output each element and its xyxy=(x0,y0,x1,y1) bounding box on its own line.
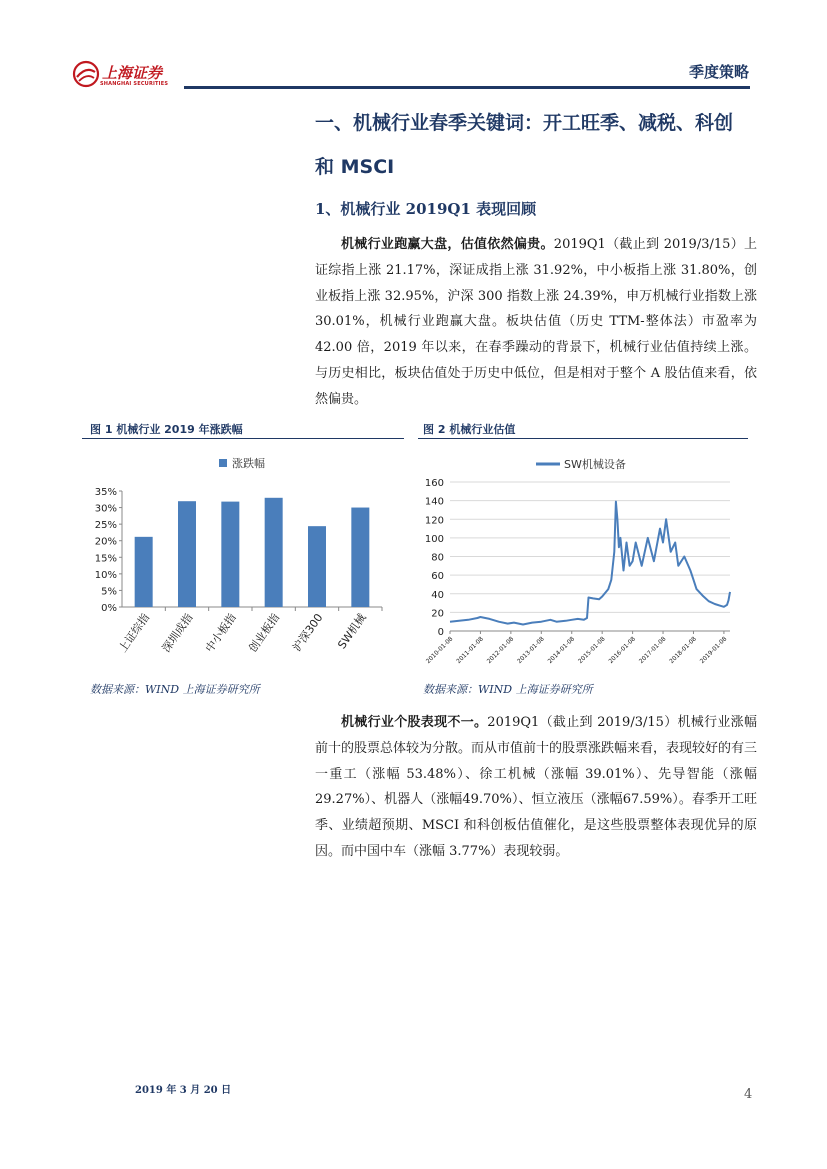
line-x-tick-label: 2017-01-08 xyxy=(637,635,668,666)
bar-legend-swatch xyxy=(219,459,227,467)
figure1-title: 图 1 机械行业 2019 年涨跌幅 xyxy=(90,423,243,436)
bar-y-tick-label: 5% xyxy=(101,586,117,598)
line-x-tick-label: 2018-01-08 xyxy=(668,635,698,666)
report-section-label: 季度策略 xyxy=(688,63,749,81)
line-legend-label: SW机械设备 xyxy=(564,458,626,471)
line-chart xyxy=(418,440,748,680)
paragraph-body: 2019Q1（截止到 2019/3/15）上证综指上涨 21.17%，深证成指上涨 31.92%，中小板指上涨 31.80%，创业板指上涨 32.95%，沪深 300 指数上涨 24.39%，申万机械行业指数上涨 30.01%，机械行业跑赢大盘。板块估值（历史 TTM-整体法）市盈率为 42.00 倍，2019 年以来，在春季躁动的背景下，机械行业估值持续上涨。与历史相比，板块估值处于历史中低位，但是相对于整个 A 股估值来看，依然偏贵。 xyxy=(315,237,757,407)
page-number: 4 xyxy=(744,1087,753,1102)
line-x-tick-label: 2013-01-08 xyxy=(516,635,546,666)
bar-category-label: 中小板指 xyxy=(202,611,239,655)
bar-category-label: 沪深300 xyxy=(290,611,326,654)
footer-date: 2019 年 3 月 20 日 xyxy=(135,1085,232,1096)
line-y-tick-label: 100 xyxy=(424,533,444,545)
bar-y-tick-label: 15% xyxy=(94,553,117,565)
paragraph-stock-performance xyxy=(315,710,757,865)
figure2-rule xyxy=(418,438,748,439)
logo-english-name: SHANGHAI SECURITIES xyxy=(100,81,169,87)
line-y-tick-label: 120 xyxy=(424,515,444,527)
paragraph-body: 2019Q1（截止到 2019/3/15）机械行业涨幅前十的股票总体较为分散。而从市值前十的股票涨跌幅来看，表现较好的有三一重工（涨幅 53.48%）、徐工机械（涨幅 39.01%）、先导智能（涨幅29.27%）、机器人（涨幅49.70%）、恒立液压（涨幅67.59%）。春季开工旺季、业绩超预期、MSCI 和科创板估值催化，是这些股票整体表现优异的原因。而中国中车（涨幅 3.77%）表现较弱。 xyxy=(315,715,758,859)
line-y-tick-label: 20 xyxy=(431,608,444,620)
bar-y-tick-label: 20% xyxy=(94,536,117,548)
figure1-rule xyxy=(82,438,404,439)
line-x-tick-label: 2019-01-08 xyxy=(698,635,729,666)
line-y-tick-label: 80 xyxy=(431,552,444,564)
section-heading-line2: 和 MSCI xyxy=(315,156,395,178)
logo xyxy=(72,60,172,90)
bar-6 xyxy=(351,508,369,607)
figure1-source: 数据来源：WIND 上海证券研究所 xyxy=(90,683,260,696)
logo-chinese-name: 上海证券 xyxy=(102,64,163,82)
logo-emblem-icon xyxy=(72,60,100,88)
bar-category-label: SW机械 xyxy=(335,611,369,652)
line-x-tick-label: 2014-01-08 xyxy=(546,635,577,666)
line-y-tick-label: 60 xyxy=(431,571,444,583)
bar-category-label: 深圳成指 xyxy=(159,611,196,655)
figure2-source: 数据来源：WIND 上海证券研究所 xyxy=(423,683,593,696)
bar-y-tick-label: 30% xyxy=(94,503,117,515)
line-x-tick-label: 2011-01-08 xyxy=(455,635,485,666)
subsection-heading: 1、机械行业 2019Q1 表现回顾 xyxy=(315,200,537,218)
bar-y-tick-label: 0% xyxy=(101,603,117,614)
line-series-sw-machinery xyxy=(450,502,730,625)
bar-5 xyxy=(308,526,326,607)
line-x-tick-label: 2016-01-08 xyxy=(607,635,638,666)
bar-category-label: 上证综指 xyxy=(116,611,153,655)
bar-chart xyxy=(82,440,404,680)
paragraph-industry-review xyxy=(315,232,757,413)
bar-2 xyxy=(178,501,196,607)
bar-y-tick-label: 10% xyxy=(94,569,117,581)
paragraph-lead: 机械行业跑赢大盘，估值依然偏贵。 xyxy=(341,237,554,252)
figure2-title: 图 2 机械行业估值 xyxy=(423,423,516,436)
bar-y-tick-label: 35% xyxy=(94,487,117,498)
bar-4 xyxy=(265,498,283,607)
line-x-tick-label: 2015-01-08 xyxy=(576,635,607,666)
bar-legend-label: 涨跌幅 xyxy=(232,457,265,470)
bar-category-label: 创业板指 xyxy=(246,611,283,655)
line-y-tick-label: 0 xyxy=(437,627,444,638)
line-y-tick-label: 40 xyxy=(431,589,444,601)
bar-y-tick-label: 25% xyxy=(94,520,117,532)
line-y-tick-label: 140 xyxy=(424,496,444,508)
section-heading-line1: 一、机械行业春季关键词：开工旺季、减税、科创 xyxy=(315,112,734,134)
line-x-tick-label: 2012-01-08 xyxy=(485,635,516,666)
line-y-tick-label: 160 xyxy=(424,478,444,489)
paragraph-lead: 机械行业个股表现不一。 xyxy=(341,715,488,730)
line-x-tick-label: 2010-01-08 xyxy=(424,635,455,666)
bar-1 xyxy=(135,537,153,607)
bar-3 xyxy=(221,502,239,607)
header-divider xyxy=(184,86,750,89)
